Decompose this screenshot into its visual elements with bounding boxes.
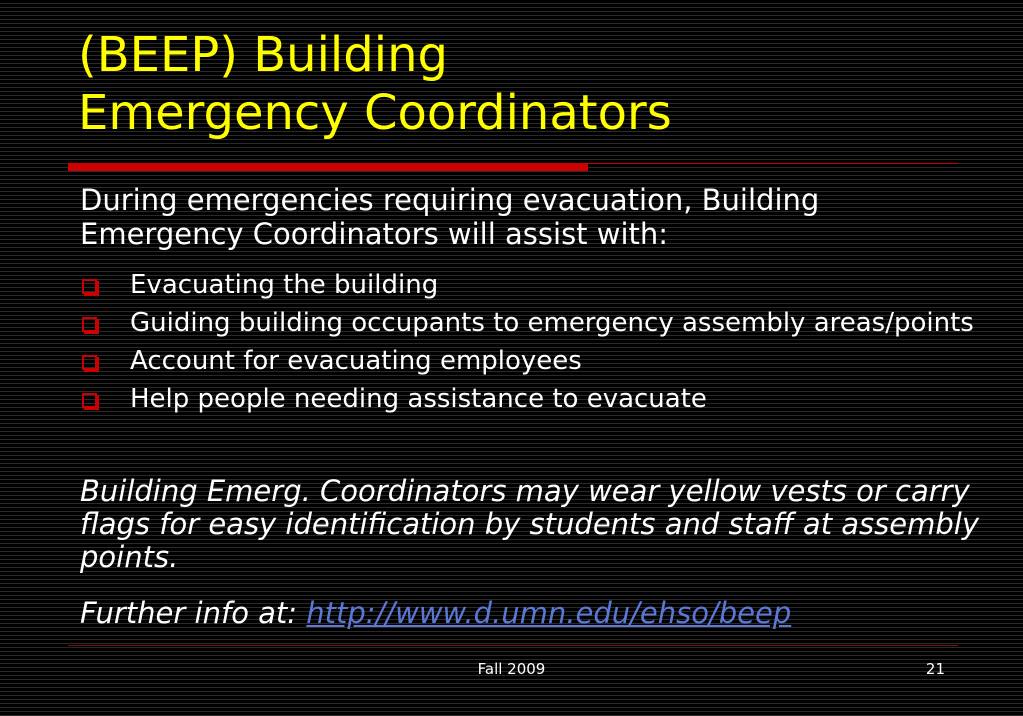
slide-title-line-1: (BEEP) Building [78,27,448,83]
footer-divider [68,645,958,646]
further-info-label: Further info at: [80,596,307,630]
list-item-text: Guiding building occupants to emergency assembly areas/points [130,308,974,338]
title-underline-thick [68,163,588,171]
title-underline-thin [588,163,958,164]
list-item-text: Account for evacuating employees [130,346,582,376]
list-item [80,309,980,338]
hollow-square-bullet-icon [82,393,97,408]
page-number: 21 [925,660,945,678]
hollow-square-bullet-icon [82,317,97,332]
footer-date: Fall 2009 [477,660,546,678]
beep-info-link[interactable]: http://www.d.umn.edu/ehso/beep [306,596,792,630]
list-item [80,347,980,376]
hollow-square-bullet-icon [82,355,97,370]
intro-text: During emergencies requiring evacuation, Building Emergency Coordinators will assist with: [80,183,820,251]
list-item [80,385,980,414]
list-item-text: Help people needing assistance to evacuate [130,384,707,414]
list-item [80,271,980,300]
identification-note: Building Emerg. Coordinators may wear yellow vests or carry flags for easy identification by students and staff at assembly points. [80,474,979,574]
slide-title [78,26,672,142]
list-item-text: Evacuating the building [130,270,439,300]
hollow-square-bullet-icon [82,279,97,294]
further-info [80,596,1010,630]
slide-title-line-2: Emergency Coordinators [78,85,672,141]
bullet-list [80,271,980,423]
